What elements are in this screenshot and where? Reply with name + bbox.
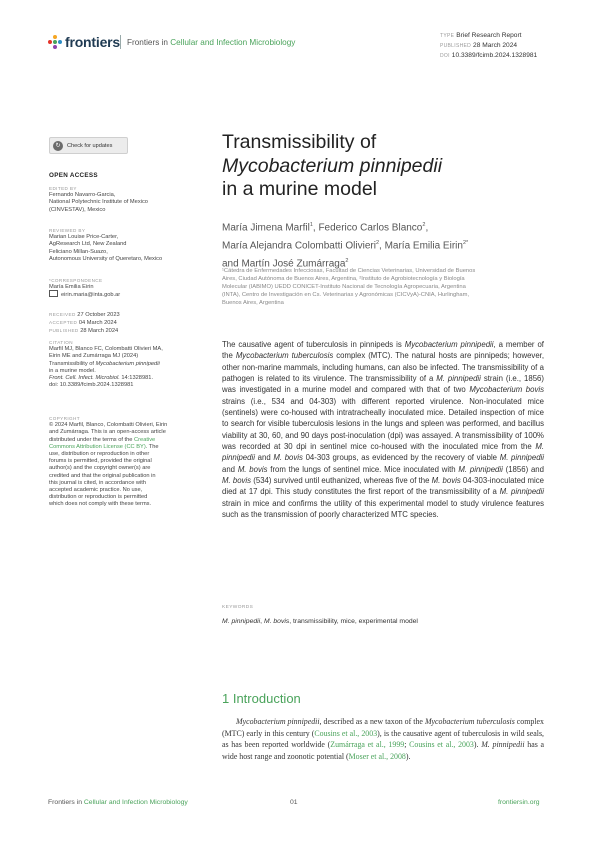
doi-link[interactable]: 10.3389/fcimb.2024.1328981	[451, 52, 538, 60]
author-list: María Jimena Marfil$^1$, Federico Carlos Blanco$^2$, María Alejandra Colombatti Olivieri$^2$, María Emilia Eirin$^{2*}$ and Martín José Zumárraga$^2$	[222, 222, 469, 270]
author-name[interactable]: María Alejandra Colombatti Olivieri	[222, 240, 376, 252]
correspondence-email-link[interactable]: eirin.maria@inta.gob.ar	[61, 292, 121, 299]
author-name[interactable]: Federico Carlos Blanco	[318, 222, 423, 234]
abstract: The causative agent of tuberculosis in pinnipeds is Mycobacterium pinnipedii, a member of the Mycobacterium tuberculosis complex (MTC). The natural hosts are pinnipeds; however, other non-marine mammals, including humans, can also be infected. The transmissibility of a pathogen is related to its virulence. The transmissibility of a M. pinnipedii strain (i.e., 1856) was investigated in a murine model and compared with that of two Mycobacterium bovis strains (i.e., 534 and 04-303) with different reported virulence. Non-inoculated mice (sentinels) were co-housed with intratracheally inoculated mice. Detailed inspection of mice to search for visible tuberculosis lesions in the lungs and spleen was performed, and bacillus viability at 30, 60, and 90 days post-inoculation (dpi) was assayed. A transmissibility of 100% was recorded at 30 dpi in sentinel mice co-housed with the inoculated mice from the M. pinnipedii and M. bovis 04-303 groups, as evidenced by the recovery of viable M. pinnipedii and M. bovis from the lungs of sentinel mice. Mice inoculated with M. pinnipedii (1856) and M. bovis (534) survived until euthanized, whereas five of the M. bovis 04-303-inoculated mice died at 17 dpi. This study constitutes the first report of the transmissibility of a M. pinnipedii strain in mice and confirms the utility of this experimental model to study virulence features such as the transmission of poorly characterized MTC species.	[222, 340, 545, 520]
frontiers-logo-icon	[48, 35, 62, 49]
citation-link[interactable]: Cousins et al., 2003	[409, 740, 474, 750]
journal-name[interactable]: Frontiers in Cellular and Infection Microbiology	[127, 38, 296, 47]
author-name[interactable]: and Martín José Zumárraga	[222, 258, 346, 270]
citation: CITATION Marfil MJ, Blanco FC, Colombatti Olivieri MA, Eirin ME and Zumárraga MJ (2024) Transmissibility of Mycobacterium pinnipedii in a murine model. Front. Cell. Infect. Microbiol. 14:1328981. doi: 10.3389/fcimb.2024.1328981	[49, 339, 199, 389]
copyright: COPYRIGHT © 2024 Marfil, Blanco, Colombatti Olivieri, Eirin and Zumárraga. This is an open-access article distributed under the terms of the Creative Commons Attribution License (CC BY). The use, distribution or reproduction in other forums is permitted, provided the original author(s) and the copyright owner(s) are credited and that the original publication in this journal is cited, in accordance with accepted academic practice. No use, distribution or reproduction is permitted which does not comply with these terms.	[49, 416, 168, 508]
logo-text: frontiers	[65, 34, 120, 50]
author-name[interactable]: María Jimena Marfil	[222, 222, 310, 234]
affiliations: ¹Cátedra de Enfermedades Infecciosas, Facultad de Ciencias Veterinarias, Universidad de Buenos Aires, Ciudad Autónoma de Buenos Aires, Argentina, ²Instituto de Agrobiotecnología y Biología Molecular (IABIMO) UEDD CONICET-Instituto Nacional de Tecnología Agropecuaria, Argentina (INTA), Centro de Investigación en Cs. Veterinarias y Agronómicas (CICVyA)-CNIA, Hurlingham, Buenos Aires, Argentina	[222, 268, 476, 307]
edited-by: EDITED BY Fernando Navarro-Garcia, National Polytechnic Institute of Mexico (CINVESTAV), Mexico	[49, 186, 148, 213]
article-meta: TYPE Brief Research Report PUBLISHED 28 March 2024 DOI 10.3389/fcimb.2024.1328981	[440, 32, 538, 60]
cc-license-link-2[interactable]: Commons Attribution License (CC BY)	[49, 443, 146, 450]
keywords-label: KEYWORDS	[222, 605, 254, 610]
check-for-updates-button[interactable]: ↻ Check for updates	[49, 137, 128, 154]
email-icon	[49, 290, 58, 297]
citation-doi-link[interactable]: doi: 10.3389/fcimb.2024.1328981	[49, 382, 134, 389]
update-icon: ↻	[53, 141, 63, 151]
cc-license-link[interactable]: Creative	[134, 436, 156, 443]
footer-journal[interactable]: Frontiers in Cellular and Infection Microbiology	[48, 799, 188, 806]
frontiers-logo[interactable]	[48, 34, 120, 50]
author-name[interactable]: María Emilia Eirin	[384, 240, 463, 252]
correspondence: *CORRESPONDENCE María Emilia Eirin eirin.maria@inta.gob.ar	[49, 278, 121, 299]
citation-link[interactable]: Cousins et al., 2003	[314, 728, 378, 738]
introduction-text: Mycobacterium pinnipedii, described as a new taxon of the Mycobacterium tuberculosis complex (MTC) early in this century (Cousins et al., 2003), is the causative agent of tuberculosis in wild seals, as has been reported worldwide (Zumárraga et al., 1999; Cousins et al., 2003). M. pinnipedii has a wide host range and zoonotic potential (Moser et al., 2008).	[222, 717, 544, 761]
citation-link[interactable]: Zumárraga et al., 1999	[330, 740, 405, 750]
footer-site-link[interactable]: frontiersin.org	[498, 799, 540, 806]
page-number: 01	[290, 799, 298, 806]
article-dates: RECEIVED 27 October 2023 ACCEPTED 04 March 2024 PUBLISHED 28 March 2024	[49, 312, 120, 335]
citation-link[interactable]: Moser et al., 2008	[348, 751, 406, 761]
reviewed-by: REVIEWED BY Marian Louise Price-Carter, AgResearch Ltd, New Zealand Feliciano Millan-Suazo, Autonomous University of Queretaro, Mexico	[49, 228, 163, 262]
open-access-label: OPEN ACCESS	[49, 172, 98, 179]
keywords: M. pinnipedii, M. bovis, transmissibility, mice, experimental model	[222, 618, 418, 625]
section-heading-introduction: 1 Introduction	[222, 691, 301, 706]
header-divider	[120, 35, 121, 49]
article-title: Transmissibility of Mycobacterium pinnipedii in a murine model	[222, 131, 443, 200]
